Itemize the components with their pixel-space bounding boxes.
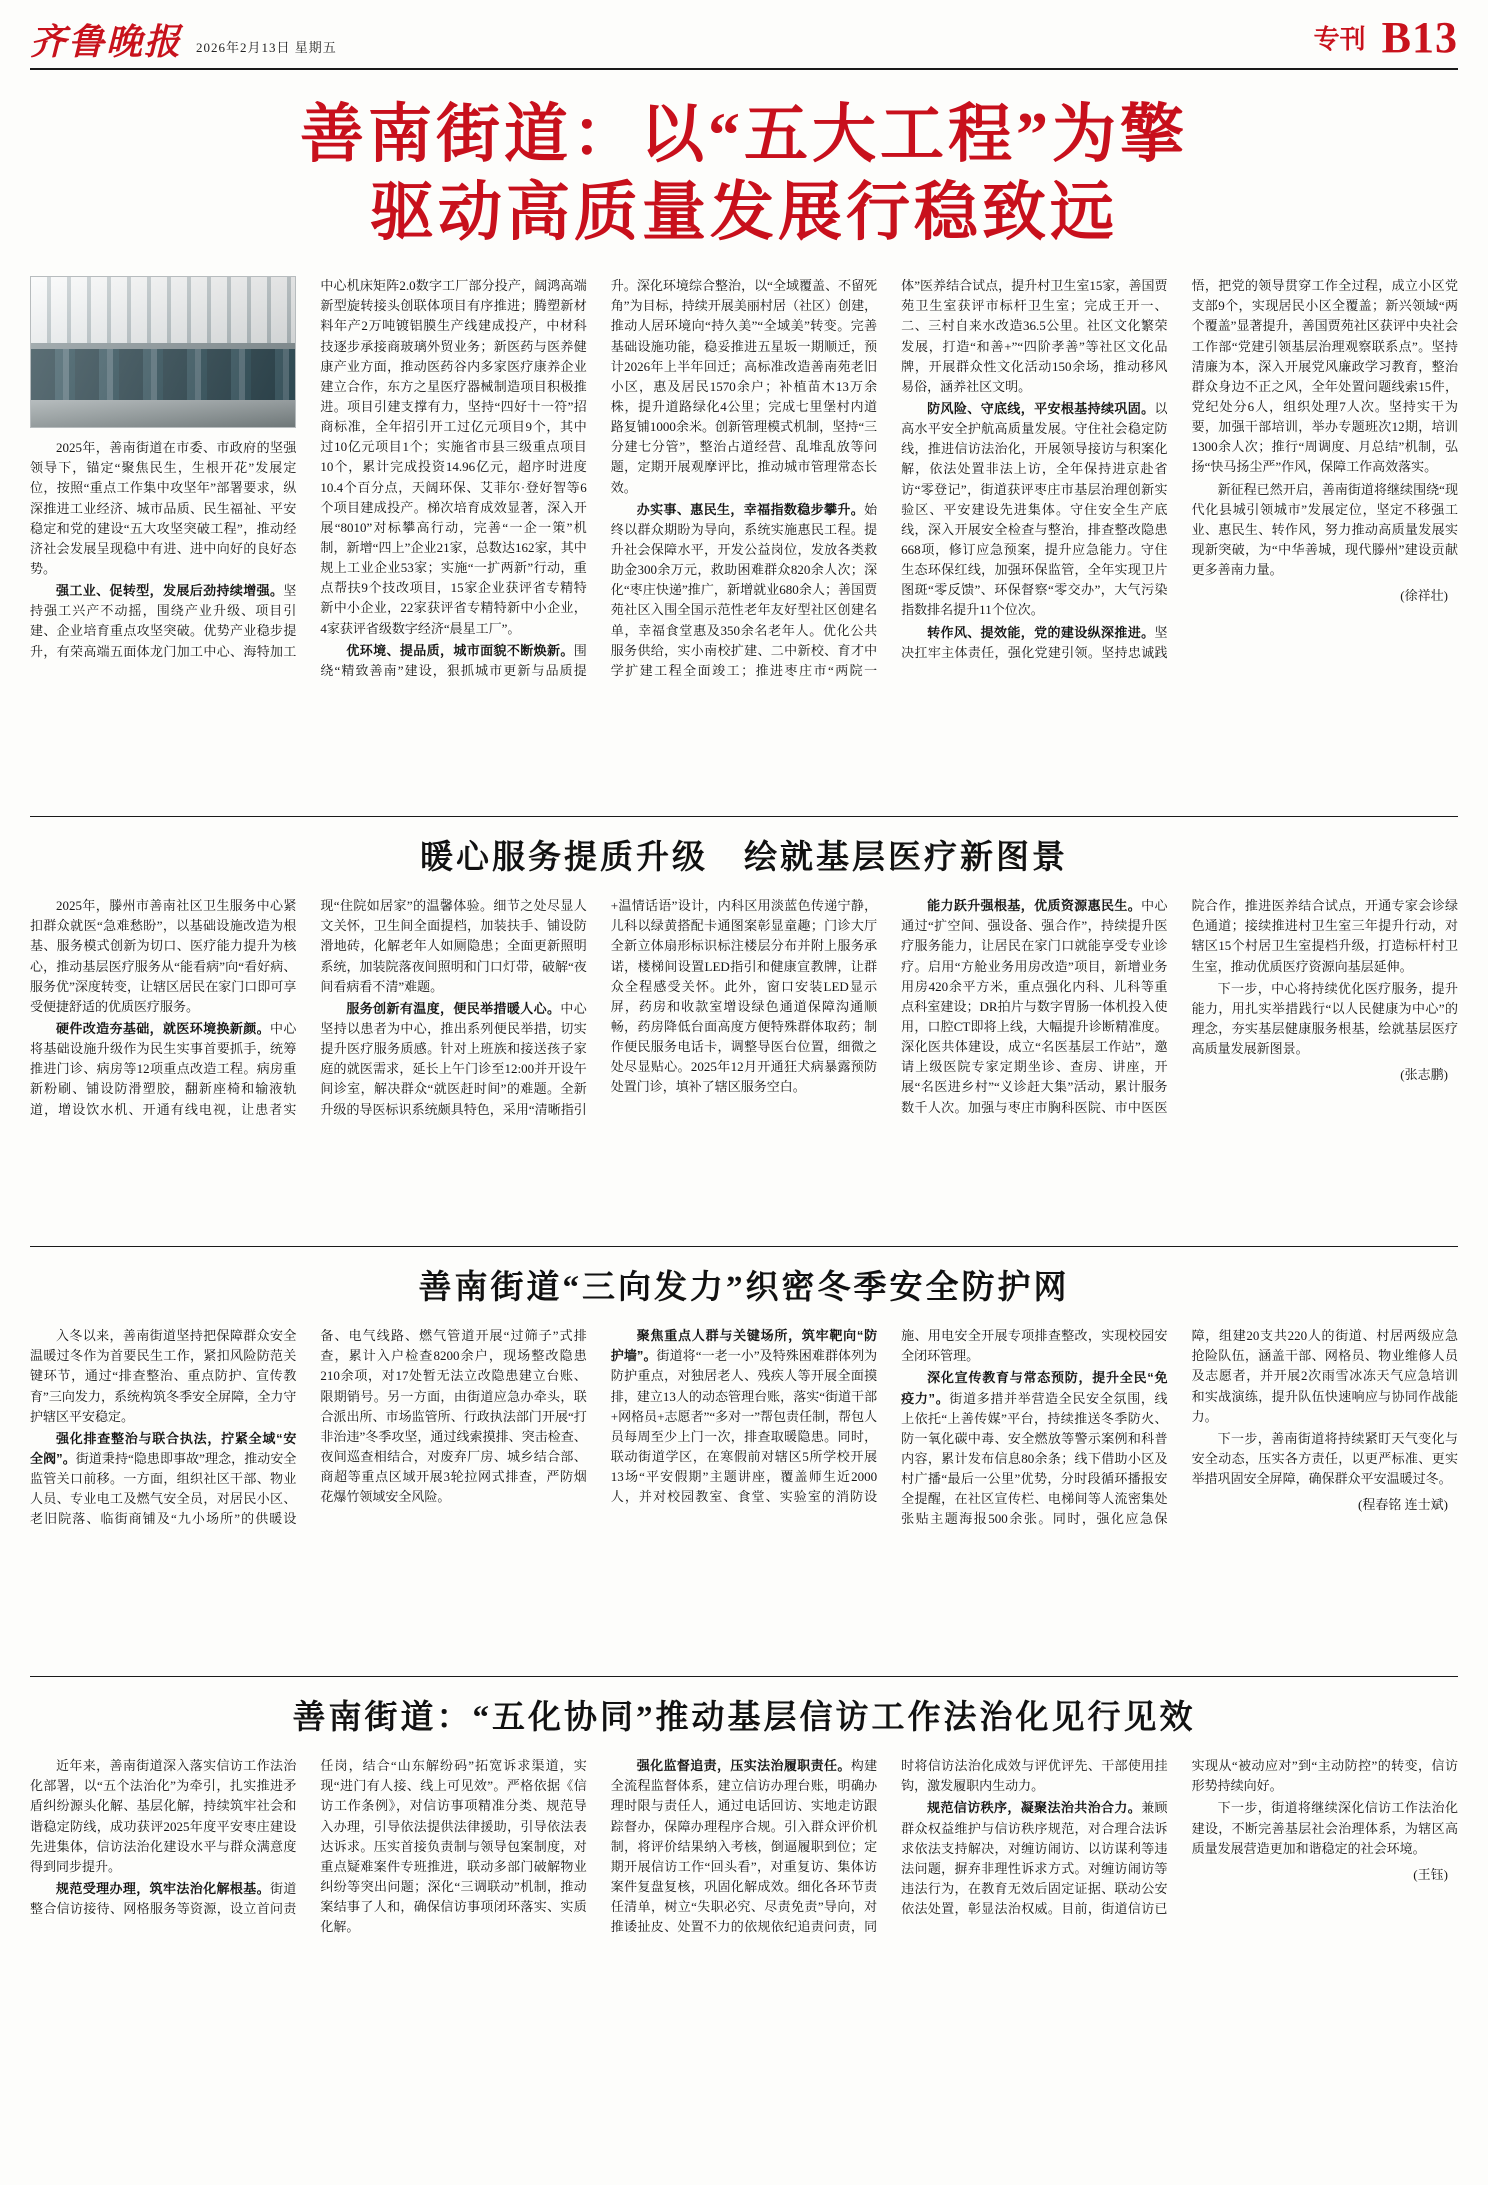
article-paragraph: 规范信访秩序，凝聚法治共治合力。兼顾群众权益维护与信访秩序规范，对合理合法诉求依法支持解决，对缠访闹访、以访谋利等违法问题，摒弃非理性诉求方式。对缠访闹访等违法行为，在教育无效后固定证据、联动公安依法处置，彰显法治权威。目前，街道信访已实现从“被动应对”到“主动防控”的转变，信访形势持续向好。 xyxy=(901,1758,1458,1917)
paragraph-lead: 聚焦重点人群与关键场所，筑牢靶向“防护墙”。 xyxy=(610,1328,878,1364)
paragraph-lead: 服务创新有温度，便民举措暖人心。 xyxy=(346,1000,561,1016)
paragraph-lead: 强工业、促转型，发展后劲持续增强。 xyxy=(56,583,284,599)
article-paragraph: 下一步，善南街道将持续紧盯天气变化与安全动态，压实各方责任，以更严标准、更实举措巩固安全屏障，确保群众平安温暖过冬。 xyxy=(1191,1430,1458,1487)
article-byline: (徐祥壮) xyxy=(1400,588,1448,604)
paragraph-lead: 强化监督追责，压实法治履职责任。 xyxy=(636,1758,851,1774)
article-byline: (程春铭 连士斌) xyxy=(1358,1497,1448,1513)
paragraph-lead: 能力跃升强根基，优质资源惠民生。 xyxy=(927,898,1142,914)
main-headline-line1: 善南街道：以“五大工程”为擎 xyxy=(300,99,1188,170)
article-paragraph: 规范受理办理，筑牢法治化解根基。街道整合信访接待、网格服务等资源，设立首问责任岗，结合“山东解纷码”拓宽诉求渠道，实现“进门有人接、线上可见效”。严格依据《信访工作条例》，对信访事项精准分类、规范导入办理，引导依法提供法律援助，引导依法表达诉求。压实首接负责制与领导包案制度，对重点疑难案件专班推进，联动多部门破解物业纠纷等突出问题；深化“三调联动”机制，推动案结事了人和，确保信访事项闭环落实、实质化解。 xyxy=(30,1758,587,1935)
article-paragraph: 硬件改造夯基础，就医环境换新颜。中心将基础设施升级作为民生实事首要抓手，统筹推进门诊、病房等12项重点改造工程。病房重新粉刷、铺设防滑塑胶，翻新座椅和输液轨道，增设饮水机、开通有线电视，让患者实现“住院如居家”的温馨体验。细节之处尽显人文关怀，卫生间全面提档，加装扶手、铺设防滑地砖，化解老年人如厕隐患；全面更新照明系统，加装院落夜间照明和门口灯带，破解“夜间看病看不清”难题。 xyxy=(30,898,587,1117)
paragraph-lead: 强化排查整治与联合执法，拧紧全域“安全阀”。 xyxy=(30,1430,297,1466)
article-byline: (张志鹏) xyxy=(1400,1067,1448,1083)
article-medical-title: 暖心服务提质升级 绘就基层医疗新图景 xyxy=(420,840,1068,877)
paragraph-lead: 办实事、惠民生，幸福指数稳步攀升。 xyxy=(636,501,865,517)
paragraph-lead: 规范受理办理，筑牢法治化解根基。 xyxy=(56,1881,270,1896)
paragraph-lead: 优环境、提品质，城市面貌不断焕新。 xyxy=(346,642,574,658)
article-byline: (王钰) xyxy=(1413,1866,1448,1882)
edition-label: 专刊 xyxy=(1313,25,1366,54)
factory-workshop-photo xyxy=(30,276,296,428)
article-paragraph: 深化宣传教育与常态预防，提升全民“免疫力”。街道多措并举营造全民安全氛围，线上依托“上善传媒”平台，持续推送冬季防火、防一氧化碳中毒、安全燃放等警示案例和科普内容，累计发布信息80余条；线下借助小区及村广播“最后一公里”优势，分时段循环播报安全提醒，在社区宣传栏、电梯间等人流密集处张贴主题海报500余张。同时，强化应急保障，组建20支共220人的街道、村居两级应急抢险队伍，涵盖干部、网格员、物业维修人员及志愿者，并开展2次雨雪冰冻天气应急培训和实战演练，提升队伍快速响应与协同作战能力。 xyxy=(901,1328,1458,1527)
paragraph-lead: 转作风、提效能，党的建设纵深推进。 xyxy=(927,624,1155,640)
article-paragraph: 优环境、提品质，城市面貌不断焕新。围绕“精致善南”建设，狠抓城市更新与品质提升。深化环境综合整治，以“全域覆盖、不留死角”为目标，持续开展美丽村居（社区）创建，推动人居环境向“持久美”“全域美”转变。完善基础设施功能，稳妥推进五星坂一期顺迁，预计2026年上半年回迁；高标准改造善南苑老旧小区，惠及居民1570余户；补植苗木13万余株，提升道路绿化4公里；完成七里堡村内道路复铺1000余米。创新管理模式机制，坚持“三分建七分管”，整治占道经营、乱堆乱放等问题，定期开展观摩评比，推动城市管理常态长效。 xyxy=(320,278,878,678)
masthead-logo: 齐鲁晚报 xyxy=(30,22,183,62)
article-petition-law-body xyxy=(30,1756,1458,2086)
article-paragraph: 强工业、促转型，发展后劲持续增强。坚持强工兴产不动摇，围绕产业升级、项目引建、企业培育重点攻坚突破。优势产业稳步提升，有荣高端五面体龙门加工中心、海特加工中心机床矩阵2.0数字工厂部分投产，阔鸿高端新型旋转接头创联体项目有序推进；腾塑新材料年产2万吨镀铝膜生产线建成投产，中材科技逐步承接商玻璃外贸业务；新医药与医养健康产业方面，推动医药谷内多家医疗康养企业建立合作，东方之星医疗器械制造项目积极推进。项目引建支撑有力，坚持“四好十一符”招商标准，全年招引开工过亿元项目9个，其中过10亿元项目1个；实施省市县三级重点项目10个，累计完成投资14.96亿元，超序时进度10.4个百分点，天阔环保、艾菲尔·登好智等6个项目建成投产。梯次培育成效显著，深入开展“8010”对标攀高行动，完善“一企一策”机制，新增“四上”企业21家，总数达162家，其中规上工业企业53家；实施“一扩两新”行动，重点帮扶9个技改项目，15家企业获评省专精特新中小企业，22家获评省专精特新中小企业，4家获评省级数字经济“晨星工厂”。 xyxy=(30,278,587,659)
article-paragraph: 强化监督追责，压实法治履职责任。构建全流程监督体系，建立信访办理台账，明确办理时限与责任人，通过电话回访、实地走访跟踪督办，保障办理程序合规。引入群众评价机制，将评价结果纳入考核，倒逼履职到位；定期开展信访工作“回头看”，对重复访、集体访案件复盘复核，巩固化解成效。细化各环节责任清单，树立“失职必究、尽责免责”导向，对推诿扯皮、处置不力的依规依纪追责问责，同时将信访法治化成效与评优评先、干部使用挂钩，激发履职内生动力。 xyxy=(610,1758,1168,1935)
article-paragraph: 入冬以来，善南街道坚持把保障群众安全温暖过冬作为首要民生工作，紧扣风险防范关键环节，通过“排查整治、重点防护、宣传教育”三向发力，系统构筑冬季安全屏障，全力守护辖区平安稳定。 xyxy=(30,1328,297,1424)
article-winter-safety xyxy=(30,1261,1458,1656)
article-paragraph: 下一步，中心将持续优化医疗服务，提升能力，用扎实举措践行“以人民健康为中心”的理念，夯实基层健康服务根基，绘就基层医疗高质量发展新图景。 xyxy=(1191,980,1458,1057)
paragraph-lead: 防风险、守底线，平安根基持续巩固。 xyxy=(927,401,1155,416)
page-header xyxy=(30,13,1458,70)
main-headline-line2: 驱动高质量发展行稳致远 xyxy=(370,177,1118,249)
main-article-body xyxy=(30,276,1458,796)
section-divider-3 xyxy=(30,1676,1458,1677)
article-petition-law xyxy=(30,1691,1458,2086)
article-paragraph: 转作风、提效能，党的建设纵深推进。坚决扛牢主体责任，强化党建引领。坚持忠诚践悟，把党的领导贯穿工作全过程，成立小区党支部9个，实现居民小区全覆盖；新兴领域“两个覆盖”显著提升，善国贾苑社区获评中央社会工作部“党建引领基层治理观察联系点”。坚持清廉为本，深入开展党风廉政学习教育，整治群众身边不正之风，全年处置问题线索15件，党纪处分6人，组织处理7人次。坚持实干为要，加强干部培训，举办专题班次12期，培训1300余人次；推行“周调度、月总结”机制，弘扬“快马扬尘严”作风，保障工作高效落实。 xyxy=(901,278,1458,660)
page-number: B13 xyxy=(1381,13,1458,62)
article-paragraph: 下一步，街道将继续深化信访工作法治化建设，不断完善基层社会治理体系，为辖区高质量发展营造更加和谐稳定的社会环境。 xyxy=(1191,1800,1458,1856)
section-divider-1 xyxy=(30,816,1458,817)
date-line: 2026年2月13日 星期五 xyxy=(196,40,337,55)
article-medical-services xyxy=(30,831,1458,1226)
article-paragraph: 办实事、惠民生，幸福指数稳步攀升。始终以群众期盼为导向，系统实施惠民工程。提升社会保障水平，开发公益岗位，发放各类救助金300余万元，救助困难群众820余人次；深化“枣庄快递”推广，新增就业680余人；善国贾苑社区入围全国示范性老年友好型社区创建名单，幸福食堂惠及350余名老年人。优化公共服务供给，实小南校扩建、二中新校、育才中学扩建工程全面竣工；推进枣庄市“两院一体”医养结合试点，提升村卫生室15家，善国贾苑卫生室获评市标杆卫生室；完成王开一、二、三村自来水改造36.5公里。社区文化繁荣发展，打造“和善+”“四阶孝善”等社区文化品牌，开展群众性文化活动150余场，推动移风易俗，涵养社区文明。 xyxy=(610,278,1168,678)
article-paragraph: 防风险、守底线，平安根基持续巩固。以高水平安全护航高质量发展。守住社会稳定防线，推进信访法治化，开展领导接访与积案化解，依法处置非法上访，全年保持进京赴省访“零登记”，街道获评枣庄市基层治理创新实验区、平安建设先进集体。守住安全生产底线，深入开展安全检查与整治，排查整改隐患668项，修订应急预案，提升应急能力。守住生态环保红线，加强环保监管，全年实现卫片图斑“零反馈”、环保督察“零交办”，大气污染指数排名提升11个位次。 xyxy=(901,401,1168,618)
main-article xyxy=(30,96,1458,796)
photo-glare xyxy=(31,277,295,427)
paragraph-lead: 深化宣传教育与常态预防，提升全民“免疫力”。 xyxy=(901,1370,1168,1406)
section-divider-2 xyxy=(30,1246,1458,1247)
article-paragraph: 近年来，善南街道深入落实信访工作法治化部署，以“五个法治化”为牵引，扎实推进矛盾纠纷源头化解、基层化解，持续筑牢社会和谐稳定防线，成功获评2025年度平安枣庄建设先进集体，信访法治化建设水平与群众满意度得到同步提升。 xyxy=(30,1758,297,1874)
article-paragraph: 聚焦重点人群与关键场所，筑牢靶向“防护墙”。街道将“一老一小”及特殊困难群体列为防护重点，对独居老人、残疾人等开展全面摸排，建立13人的动态管理台账，落实“街道干部+网格员+志愿者”“多对一”帮包责任制，帮包人员每周至少上门一次，排查取暖隐患。同时，联动街道学区，在寒假前对辖区5所学校开展13场“平安假期”主题讲座，覆盖师生近2000人，并对校园教室、食堂、实验室的消防设施、用电安全开展专项排查整改，实现校园安全闭环管理。 xyxy=(610,1328,1168,1505)
main-headline xyxy=(30,96,1458,252)
article-winter-safety-body xyxy=(30,1326,1458,1656)
article-paragraph: 2025年，善南街道在市委、市政府的坚强领导下，锚定“聚焦民生，生根开花”发展定位，按照“重点工作集中攻坚年”部署要求，纵深推进工业经济、城市品质、民生福祉、平安稳定和党的建设“五大攻坚突破工程”，推动经济社会发展呈现稳中有进、进中向好的良好态势。 xyxy=(30,440,297,576)
paragraph-lead: 规范信访秩序，凝聚法治共治合力。 xyxy=(927,1800,1142,1816)
paragraph-lead: 硬件改造夯基础，就医环境换新颜。 xyxy=(56,1021,270,1036)
article-paragraph: 新征程已然开启，善南街道将继续围绕“现代化县城引领城市”发展定位，坚定不移强工业、惠民生、转作风，努力推动高质量发展实现新突破，为“中华善城，现代滕州”建设贡献更多善南力量。 xyxy=(1191,481,1458,578)
article-paragraph: 能力跃升强根基，优质资源惠民生。中心通过“扩空间、强设备、强合作”，持续提升医疗服务能力，让居民在家门口就能享受专业诊疗。启用“方舱业务用房改造”项目，新增业务用房420余平方米，重点强化内科、儿科等重点科室建设；DR拍片与数字胃肠一体机投入使用，口腔CT即将上线，大幅提升诊断精准度。深化医共体建设，成立“名医基层工作站”，邀请上级医院专家定期坐诊、查房、讲座，开展“名医进乡村”“义诊赶大集”活动，累计服务数千人次。加强与枣庄市胸科医院、市中医医院合作，推进医养结合试点，开通专家会诊绿色通道；接续推进村卫生室三年提升行动，对辖区15个村居卫生室提档升级，打造标杆村卫生室，推动优质医疗资源向基层延伸。 xyxy=(901,898,1458,1115)
article-medical-body xyxy=(30,896,1458,1226)
article-paragraph: 服务创新有温度，便民举措暖人心。中心坚持以患者为中心，推出系列便民举措，切实提升医疗服务质感。针对上班族和接送孩子家庭的就医需求，延长上午门诊至12:00并开设午间诊室，解决群众“就医赶时间”的难题。全新升级的导医标识系统颇具特色，采用“清晰指引+温情话语”设计，内科区用淡蓝色传递宁静，儿科以绿黄搭配卡通图案彰显童趣；门诊大厅全新立体扇形标识标注楼层分布并附上服务承诺，楼梯间设置LED指引和健康宣教牌，让群众全程感受关怀。此外，窗口安装LED显示屏，药房和收款室增设绿色通道保障沟通顺畅，药房降低台面高度方便特殊群体取药；制作便民服务电话卡，调整导医台位置，细微之处尽显贴心。2025年12月开通狂犬病暴露预防处置门诊，填补了辖区服务空白。 xyxy=(320,898,878,1117)
article-paragraph: 强化排查整治与联合执法，拧紧全域“安全阀”。街道秉持“隐患即事故”理念，推动安全监管关口前移。一方面，组织社区干部、物业人员、专业电工及燃气安全员，对居民小区、老旧院落、临街商铺及“九小场所”的供暖设备、电气线路、燃气管道开展“过筛子”式排查，累计入户检查8200余户，现场整改隐患210余项，对17处暂无法立改隐患建立台账、限期销号。另一方面，由街道应急办牵头，联合派出所、市场监管所、行政执法部门开展“打非治违”冬季攻坚，通过线索摸排、突击检查、夜间巡查相结合，对废弃厂房、城乡结合部、商超等重点区域开展3轮拉网式排查，严防烟花爆竹领域安全风险。 xyxy=(30,1328,587,1527)
article-paragraph: 2025年，滕州市善南社区卫生服务中心紧扣群众就医“急难愁盼”，以基础设施改造为根基、服务模式创新为切口、医疗能力提升为核心，推动基层医疗服务从“能看病”向“看好病、服务优”深度转变，让辖区居民在家门口即可享受便捷舒适的优质医疗服务。 xyxy=(30,898,297,1014)
article-petition-law-title: 善南街道：“五化协同”推动基层信访工作法治化见行见效 xyxy=(292,1700,1196,1737)
article-winter-safety-title: 善南街道“三向发力”织密冬季安全防护网 xyxy=(418,1270,1070,1307)
